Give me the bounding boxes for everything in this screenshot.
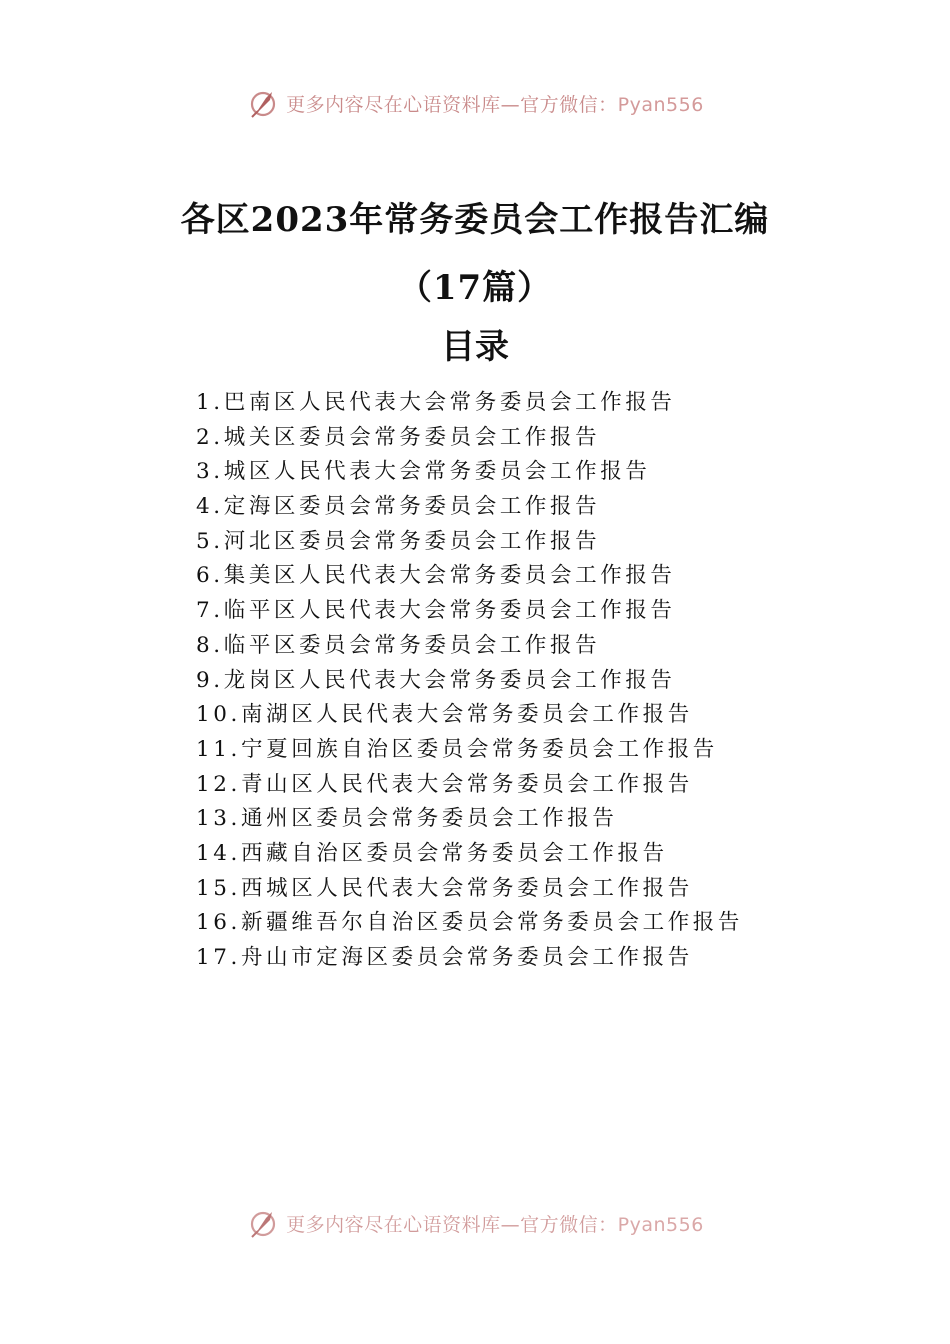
document-title: 各区2023年常务委员会工作报告汇编（17篇） bbox=[180, 200, 770, 308]
toc-item: 7.临平区人民代表大会常务委员会工作报告 bbox=[196, 598, 676, 624]
watermark-handle: Pyan556 bbox=[617, 1213, 704, 1236]
watermark-text: 更多内容尽在心语资料库—官方微信： bbox=[286, 93, 618, 116]
toc-item: 9.龙岗区人民代表大会常务委员会工作报告 bbox=[196, 667, 676, 693]
toc-item: 5.河北区委员会常务委员会工作报告 bbox=[196, 528, 601, 554]
header-watermark bbox=[0, 86, 950, 120]
toc-item: 3.城区人民代表大会常务委员会工作报告 bbox=[196, 459, 651, 485]
toc-item: 14.西藏自治区委员会常务委员会工作报告 bbox=[196, 840, 668, 866]
pen-nib-logo-icon bbox=[246, 86, 280, 120]
toc-heading: 目录 bbox=[441, 327, 509, 367]
toc-item: 6.集美区人民代表大会常务委员会工作报告 bbox=[196, 563, 676, 589]
toc-item: 17.舟山市定海区委员会常务委员会工作报告 bbox=[196, 945, 693, 970]
toc-item: 16.新疆维吾尔自治区委员会常务委员会工作报告 bbox=[196, 910, 743, 936]
toc-item: 10.南湖区人民代表大会常务委员会工作报告 bbox=[196, 702, 693, 728]
pen-nib-logo-icon bbox=[246, 1206, 280, 1240]
toc-item: 4.定海区委员会常务委员会工作报告 bbox=[196, 494, 601, 520]
toc-item: 15.西城区人民代表大会常务委员会工作报告 bbox=[196, 875, 693, 901]
table-of-contents bbox=[196, 386, 743, 976]
toc-item: 13.通州区委员会常务委员会工作报告 bbox=[196, 806, 618, 832]
footer-watermark bbox=[0, 1206, 950, 1240]
toc-item: 11.宁夏回族自治区委员会常务委员会工作报告 bbox=[196, 736, 718, 762]
toc-item: 12.青山区人民代表大会常务委员会工作报告 bbox=[196, 771, 693, 797]
toc-item: 8.临平区委员会常务委员会工作报告 bbox=[196, 632, 601, 658]
watermark-text: 更多内容尽在心语资料库—官方微信： bbox=[286, 1213, 618, 1236]
watermark-handle: Pyan556 bbox=[617, 93, 704, 116]
toc-item: 1.巴南区人民代表大会常务委员会工作报告 bbox=[196, 390, 676, 415]
toc-item: 2.城关区委员会常务委员会工作报告 bbox=[196, 424, 601, 450]
